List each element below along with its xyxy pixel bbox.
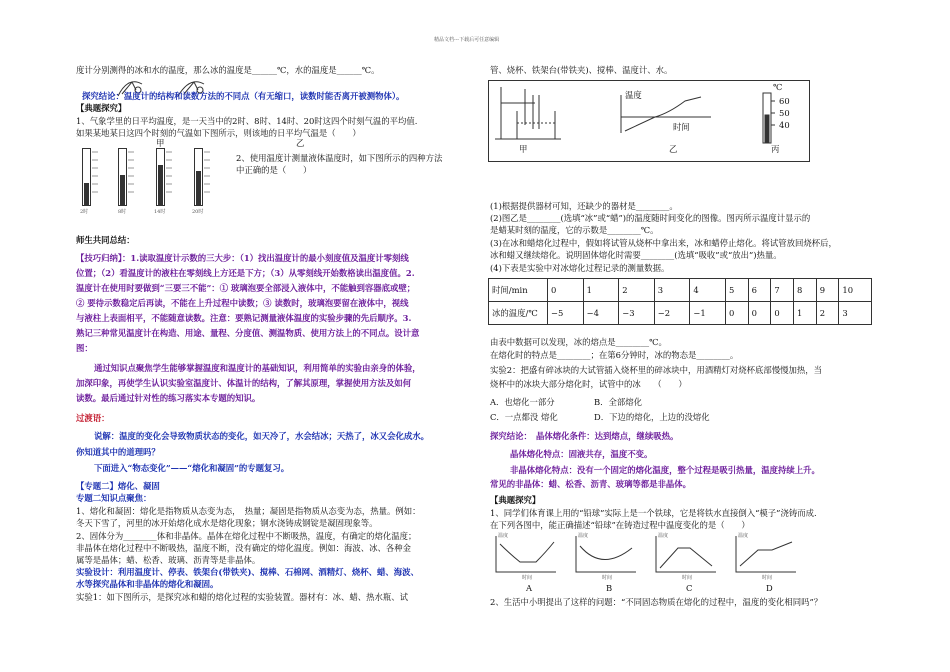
after-table: 在熔化时的特点是________；在第6分钟时，冰的物态是________。 <box>490 350 739 360</box>
table-cell: 1 <box>794 302 817 325</box>
table-cell: 0 <box>548 279 584 302</box>
table-cell: 2 <box>816 302 839 325</box>
graph-x-label: 时间 <box>682 575 693 581</box>
table-cell: 10 <box>839 279 872 302</box>
option-c: C．一点都没 熔化 <box>490 412 558 422</box>
question-1b: 如果某地某日这四个时刻的气温如下图所示，则该地的日平均气温是（ ） <box>76 128 361 138</box>
table-cell: 0 <box>771 302 794 325</box>
fig-tick: 50 <box>779 108 790 118</box>
transition-line: 说解：温度的变化会导致物质状态的变化，如天冷了，水会结冰；天热了，冰又会化成水。 <box>94 431 429 441</box>
thermometer-figure <box>76 148 224 220</box>
point-2: 2、固体分为________体和非晶体。晶体在熔化过程中不断吸热，温度，有确定的熔化温度； <box>76 531 417 541</box>
experiment-1: 实验1：如下图所示，是探究冰和蜡的熔化过程的实验装置。器材有：冰、蜡、热水瓶、试 <box>76 592 408 602</box>
table-cell: 冰的温度/℃ <box>489 302 548 325</box>
text-line: 度计分别测得的冰和水的温度，那么冰的温度是______℃，水的温度是______℃。 <box>76 65 380 75</box>
table-cell: −2 <box>654 302 690 325</box>
tip-line: 【技巧归纳】：1.读取温度计示数的三大步：（1）找出温度计的最小刻度值及温度计零刻线 <box>76 253 409 263</box>
text-line: 管、烧杯、铁架台(带铁夹)、搅棒、温度计、水。 <box>490 65 673 75</box>
graph-x-label: 时间 <box>762 575 773 581</box>
time-label: 20时 <box>192 209 204 215</box>
conclusion-line: 探究结论： 晶体熔化条件：达到熔点，继续吸热。 <box>490 431 679 441</box>
summary-title: 师生共同总结： <box>76 235 135 245</box>
tip-line: 与液柱上表面相平，不能随意读数。注意：要熟记测量液体温度的实验步骤的先后顺序。3. <box>76 313 412 323</box>
tip-line: 图： <box>76 343 93 353</box>
option-d: D．下边的熔化，上边的没熔化 <box>594 412 710 422</box>
question-line: 冰和蜡又继续熔化。说明固体熔化时需要________(选填“吸收”或“放出”)热量。 <box>490 250 782 260</box>
fig-tick: 60 <box>779 96 790 106</box>
question-line: (2)图乙是________(选填“冰”或“蜡”)的温度随时间变化的图像。图丙所示温度计显示的 <box>490 213 811 223</box>
fig-label-yi: 乙 <box>669 144 678 154</box>
topic2-points: 专题二知识点聚焦： <box>76 493 152 503</box>
graph-options <box>492 532 812 578</box>
label-yi: 乙 <box>296 138 305 148</box>
experiment-2: 烧杯中的冰块大部分熔化时，试管中的冰 （ ） <box>490 379 687 389</box>
option-b: B．全部熔化 <box>594 397 643 407</box>
next-topic: 下面进入“物态变化”——“熔化和凝固”的专题复习。 <box>94 463 290 473</box>
table-cell: 3 <box>654 279 690 302</box>
point-2: 属等是晶体；蜡、松香、玻璃、沥青等是非晶体。 <box>76 555 261 565</box>
intent-line: 加深印象，再使学生认识实验室温度计、体温计的结构，了解其原理，掌握使用方法及如何 <box>76 378 411 388</box>
time-label: 2时 <box>80 209 89 215</box>
point-1: 1、熔化和凝固：熔化是指物质从态变为态， 热量；凝固是指物质从态变为态，热量。例如： <box>76 506 421 516</box>
table-cell: 时间/min <box>489 279 548 302</box>
label-jia: 甲 <box>156 138 165 148</box>
graph-y-label: 温度 <box>498 533 509 539</box>
section-title: 【典题探究】 <box>490 495 541 505</box>
after-table: 由表中数据可以发现，冰的熔点是________℃。 <box>490 337 667 347</box>
table-cell: 8 <box>794 279 817 302</box>
tip-line: 熟记三种常见温度计在构造、用途、量程、分度值、测温物质、使用方法上的不同点。设计意 <box>76 328 420 338</box>
fig-temp-label: 温度 <box>625 90 642 100</box>
question-line: 是蜡某时刻的温度，它的示数是________℃。 <box>490 225 659 235</box>
time-label: 14时 <box>154 209 166 215</box>
tip-line: 位置；（2）看温度计的液柱在零刻线上方还是下方；（3）从零刻线开始数格读出温度值。2. <box>76 268 415 278</box>
table-cell: 9 <box>816 279 839 302</box>
experiment-2: 实验2：把盛有碎冰块的大试管插入烧杯里的碎冰块中，用酒精灯对烧杯底部慢慢加热，当 <box>490 365 822 375</box>
intent-line: 通过知识点聚焦学生能够掌握温度和温度计的基础知识，利用简单的实验由亲身的体验， <box>94 363 421 373</box>
fig-label-bing: 丙 <box>771 144 780 154</box>
table-cell: 3 <box>839 302 872 325</box>
conclusion: 探究结论：温度计的结构和读数方法的不同点（有无缩口，读数时能否离开被测物体）。 <box>82 91 405 101</box>
table-row <box>489 279 872 302</box>
graph-label: D <box>766 583 773 593</box>
question-line: (4)下表是实验中对冰熔化过程记录的测量数据。 <box>490 263 670 273</box>
tip-line: 温度计在使用时要做到“三要三不能”：① 玻璃泡要全部浸入液体中，不能触到容器底或壁； <box>76 283 416 293</box>
tip-line: ② 要待示数稳定后再读，不能在上升过程中读数；③ 读数时，玻璃泡要留在液体中，视线 <box>76 298 409 308</box>
graph-y-label: 温度 <box>738 533 749 539</box>
transition-line: 你知道其中的道理吗？ <box>76 447 160 457</box>
question-2b: 中正确的是（ ） <box>236 165 312 175</box>
fig-time-label: 时间 <box>673 122 690 132</box>
fig-unit: ℃ <box>773 82 783 92</box>
time-label: 8时 <box>118 209 127 215</box>
graph-y-label: 温度 <box>578 533 589 539</box>
question-2a: 2、使用温度计测量液体温度时，如下图所示的四种方法 <box>236 153 443 163</box>
graph-y-label: 温度 <box>658 533 669 539</box>
table-cell: 2 <box>619 279 655 302</box>
question-1: 在下列各图中，能正确描述“铅球”在铸造过程中温度变化的是（ ） <box>490 520 750 530</box>
conclusion-line: 非晶体熔化特点：没有一个固定的熔化温度，整个过程是吸引热量，温度持续上升。 <box>510 465 820 475</box>
conclusion-line: 常见的非晶体：蜡、松香、沥青、玻璃等都是非晶体。 <box>490 479 691 489</box>
graph-label: C <box>686 583 693 593</box>
conclusion-line: 晶体熔化特点：固液共存，温度不变。 <box>510 449 653 459</box>
point-1: 冬天下雪了，河里的冰开始熔化成水是熔化现象；钢水浇铸成钢锭是凝固现象等。 <box>76 518 378 528</box>
data-table <box>488 278 872 325</box>
table-cell: 6 <box>748 279 771 302</box>
question-1a: 1、气象学里的日平均温度，是一天当中的2时、8时、14时、20时这四个时刻气温的平均值. <box>76 116 418 126</box>
graph-x-label: 时间 <box>522 575 533 581</box>
question-line: (3)在冰和蜡熔化过程中，假如将试管从烧杯中拿出来，冰和蜡停止熔化。将试管放回烧杯后， <box>490 238 837 248</box>
table-cell: −4 <box>583 302 619 325</box>
question-2: 2、生活中小明提出了这样的问题：“不同固态物质在熔化的过程中，温度的变化相同吗”？ <box>490 597 823 607</box>
section-title: 【典题探究】 <box>76 103 127 113</box>
intent-line: 读数。最后通过针对性的练习落实本专题的知识。 <box>76 393 261 403</box>
option-a: A．也熔化一部分 <box>490 397 555 407</box>
question-1: 1、同学们体育课上用的“铅球”实际上是一个铁球，它是将铁水直接倒入“模子”浇铸而成. <box>490 508 817 518</box>
fig-tick: 40 <box>779 120 790 130</box>
design-line: 实验设计：利用温度计、停表、铁架台(带铁夹)、搅棒、石棉网、酒精灯、烧杯、蜡、海波、 <box>76 567 419 577</box>
experiment-figure <box>488 80 810 162</box>
topic2-title: 【专题二】熔化、凝固 <box>76 481 160 491</box>
graph-label: B <box>606 583 613 593</box>
table-cell: 5 <box>725 279 748 302</box>
graph-x-label: 时间 <box>602 575 613 581</box>
header-note: 精品文档---下载后可任意编辑 <box>434 37 500 43</box>
question-line: (1)根据提供器材可知，还缺少的器材是________。 <box>490 201 678 211</box>
graph-label: A <box>526 583 533 593</box>
transition-label: 过渡语： <box>76 413 110 423</box>
table-cell: −5 <box>548 302 584 325</box>
table-cell: 0 <box>725 302 748 325</box>
table-cell: 0 <box>748 302 771 325</box>
table-row <box>489 302 872 325</box>
table-cell: −1 <box>690 302 726 325</box>
table-cell: 4 <box>690 279 726 302</box>
table-cell: 7 <box>771 279 794 302</box>
fig-label-jia: 甲 <box>519 144 528 154</box>
point-2: 非晶体在熔化过程中不断吸热，温度不断，没有确定的熔化温度。例如：海波、冰、各种金 <box>76 543 411 553</box>
table-cell: 1 <box>583 279 619 302</box>
table-cell: −3 <box>619 302 655 325</box>
design-line: 水等探究晶体和非晶体的熔化和凝固。 <box>76 579 219 589</box>
